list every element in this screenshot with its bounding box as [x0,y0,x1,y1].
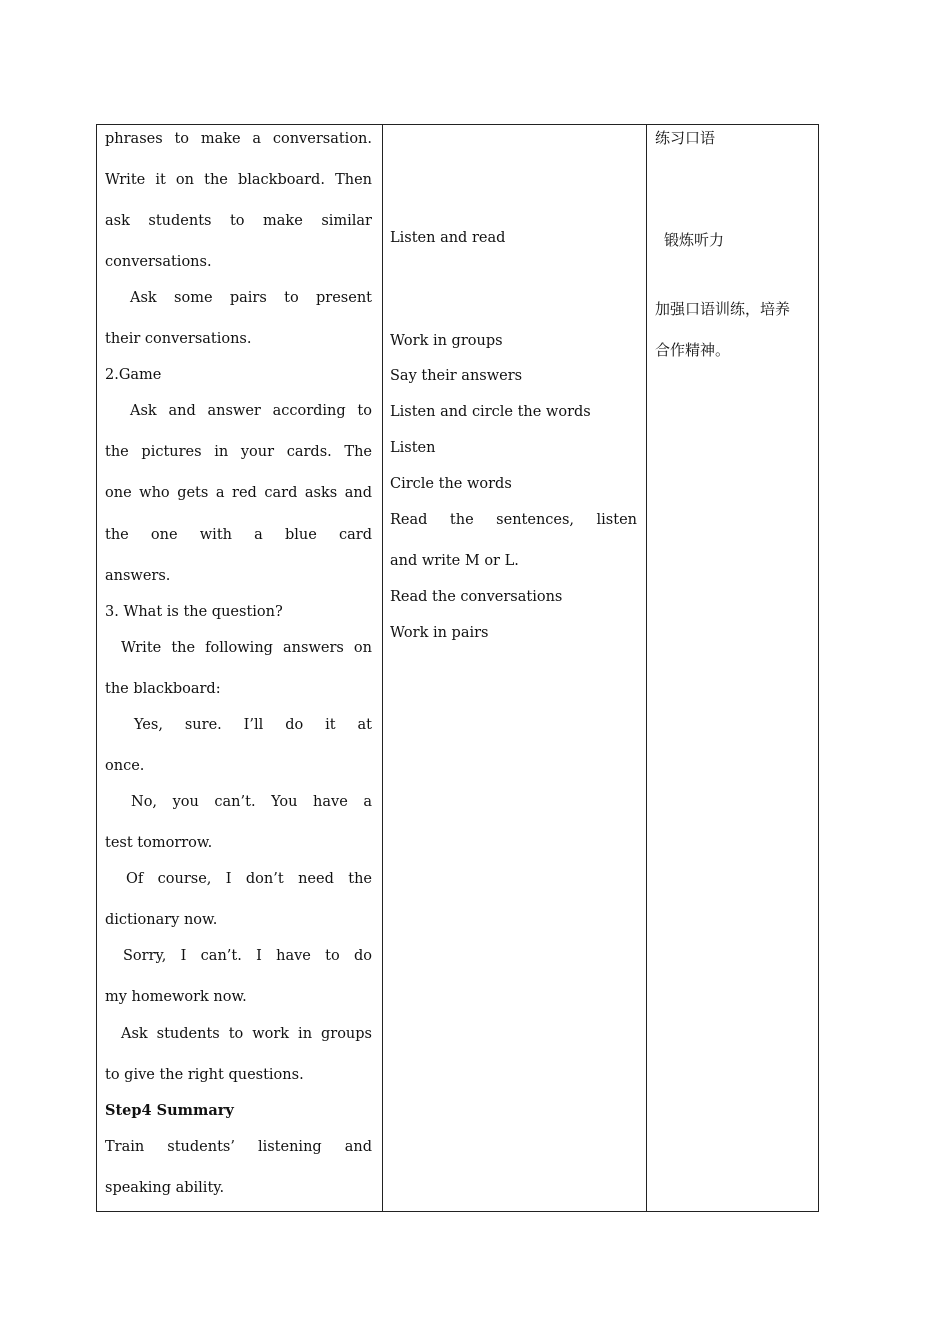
section-heading: Step4 Summary [105,1102,234,1119]
text-line: Yes, sure. I’ll do it at [134,717,372,733]
section-heading: 3. What is the question? [105,604,283,620]
text-line: Of course, I don’t need the [126,871,372,887]
text-line: dictionary now. [105,912,218,928]
text-line: Listen [390,440,436,456]
text-line: 锻炼听力 [664,231,725,249]
section-heading: 2.Game [105,367,162,383]
text-line: answers. [105,568,171,584]
text-line: Ask some pairs to present [130,290,372,306]
text-line: Sorry, I can’t. I have to do [123,948,372,964]
text-line: No, you can’t. You have a [131,794,372,810]
text-line: the one with a blue card [105,527,372,543]
text-line: Ask students to work in groups [121,1026,372,1042]
text-line: Read the conversations [390,589,563,605]
text-line: Train students’ listening and [105,1139,372,1155]
text-line: Ask and answer according to [130,403,372,419]
text-line: the blackboard: [105,681,221,697]
text-line: phrases to make a conversation. [105,131,372,147]
text-line: 练习口语 [655,129,716,147]
text-line: Say their answers [390,368,523,384]
column-divider [646,125,647,1211]
text-line: Listen and circle the words [390,404,591,420]
text-line: once. [105,758,145,774]
text-line: Write it on the blackboard. Then [105,172,372,188]
text-line: Circle the words [390,476,512,492]
text-line: my homework now. [105,989,247,1005]
text-line: one who gets a red card asks and [105,485,372,501]
text-line: Read the sentences, listen [390,512,637,528]
lesson-plan-table [96,124,819,1212]
text-line: Listen and read [390,230,506,246]
text-line: the pictures in your cards. The [105,444,372,460]
text-line: ask students to make similar [105,213,372,229]
text-line: 合作精神。 [655,341,731,359]
text-line: their conversations. [105,331,252,347]
text-line: 加强口语训练，培养 [655,300,791,318]
text-line: Write the following answers on [121,640,372,656]
text-line: to give the right questions. [105,1067,304,1083]
text-line: and write M or L. [390,553,519,569]
text-line: conversations. [105,254,212,270]
text-line: Work in pairs [390,625,489,641]
text-line: Work in groups [390,333,503,349]
text-line: test tomorrow. [105,835,213,851]
text-line: speaking ability. [105,1180,225,1196]
column-divider [382,125,383,1211]
